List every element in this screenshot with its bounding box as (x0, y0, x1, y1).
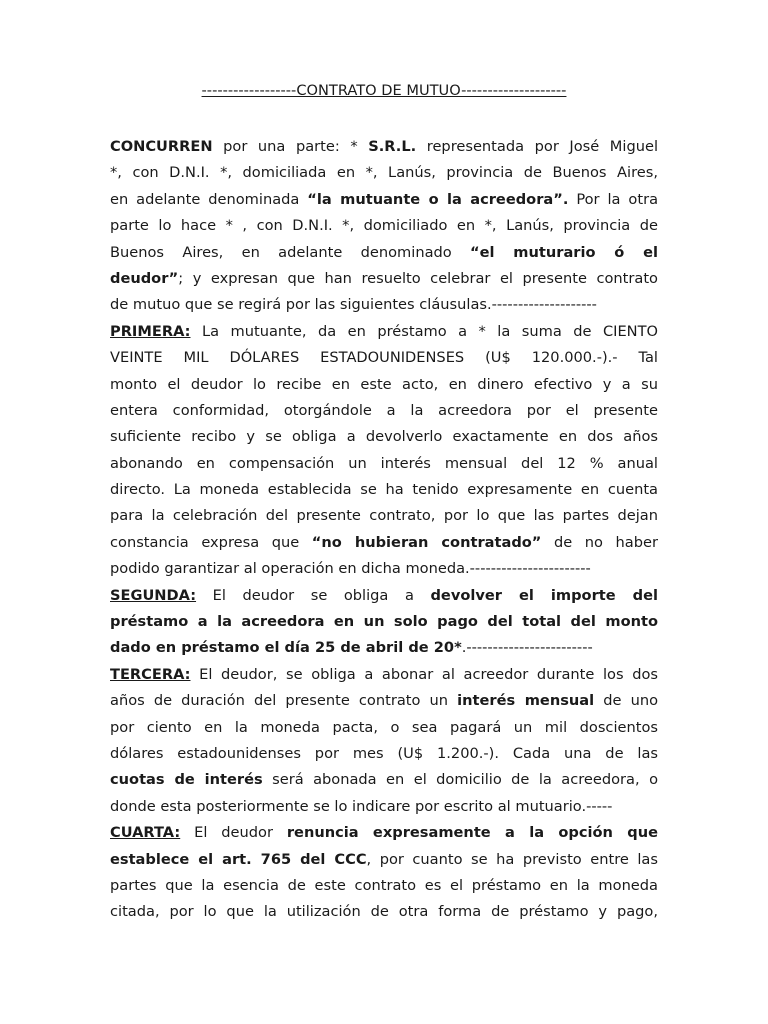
text-line (110, 319, 658, 345)
text-line (110, 240, 658, 266)
text-segment: directo. La moneda establecida se ha tenido expresamente en cuenta (110, 481, 658, 499)
text-segment: El deudor, se obliga a abonar al acreedor durante los dos (190, 665, 658, 683)
bold-text: “la mutuante o la acreedora”. (307, 190, 569, 208)
text-segment: La mutuante, da en préstamo a * la suma de CIENTO (190, 322, 658, 340)
text-line (110, 847, 658, 873)
text-segment: citada, por lo que la utilización de otra forma de préstamo y pago, (110, 903, 658, 921)
text-line (110, 372, 658, 398)
text-segment: *, con D.N.I. *, domiciliada en *, Lanús, provincia de Buenos Aires, (110, 164, 658, 182)
text-segment: representada por José Miguel (416, 138, 658, 155)
document-page (110, 78, 658, 926)
clause-heading: PRIMERA: (110, 322, 191, 340)
text-line (110, 292, 658, 318)
bold-text: interés mensual (457, 692, 595, 710)
bold-text: S.R.L. (368, 138, 417, 155)
text-line (110, 503, 658, 529)
text-line (110, 134, 658, 160)
clause-heading: CUARTA: (110, 824, 181, 842)
bold-text: “no hubieran contratado” (311, 533, 542, 551)
text-segment: partes que la esencia de este contrato es el préstamo en la moneda (110, 876, 658, 894)
text-segment: abonando en compensación un interés mensual del 12 % anual (110, 454, 658, 472)
text-segment: de uno (594, 692, 658, 710)
bold-text: CONCURREN (110, 138, 213, 155)
text-segment: VEINTE MIL DÓLARES ESTADOUNIDENSES (U$ 120.000.-).- Tal (110, 349, 658, 367)
text-segment: parte lo hace * , con D.N.I. *, domiciliado en *, Lanús, provincia de (110, 217, 658, 235)
text-segment: de no haber (541, 533, 658, 551)
text-line (110, 662, 658, 688)
text-line (110, 741, 658, 767)
bold-text: préstamo a la acreedora en un solo pago del total del monto (110, 613, 658, 631)
bold-text: deudor” (110, 269, 179, 287)
text-line (110, 767, 658, 793)
text-line (110, 398, 658, 424)
text-line (110, 899, 658, 925)
text-segment: años de duración del presente contrato un (110, 692, 458, 710)
bold-text: cuotas de interés (110, 771, 263, 789)
bold-text: renuncia expresamente a la opción que (286, 824, 658, 842)
text-line (110, 424, 658, 450)
text-line (110, 477, 658, 503)
text-line (110, 583, 658, 609)
text-line (110, 609, 658, 635)
text-segment: El deudor se obliga a (196, 586, 431, 604)
text-segment: monto el deudor lo recibe en este acto, en dinero efectivo y a su (110, 375, 658, 393)
text-segment: Por la otra (568, 190, 658, 208)
text-segment: El deudor (180, 824, 287, 842)
text-segment: , por cuanto se ha previsto entre las (366, 850, 658, 868)
text-segment: entera conformidad, otorgándole a la acreedora por el presente (110, 401, 658, 419)
clause-heading: SEGUNDA: (110, 586, 197, 604)
text-segment: para la celebración del presente contrato, por lo que las partes dejan (110, 507, 658, 525)
text-segment: constancia expresa que (110, 533, 312, 551)
text-line (110, 345, 658, 371)
bold-text: establece el art. 765 del CCC (110, 850, 367, 868)
text-segment: por una parte: * (212, 138, 369, 155)
text-segment: donde esta posteriormente se lo indicare por escrito al mutuario.----- (110, 797, 613, 815)
text-line (110, 556, 658, 582)
text-line (110, 530, 658, 556)
bold-text: devolver el importe del (430, 586, 658, 604)
text-line (110, 213, 658, 239)
text-line (110, 160, 658, 186)
text-segment: dólares estadounidenses por mes (U$ 1.200.-). Cada una de las (110, 744, 658, 762)
text-segment: en adelante denominada (110, 190, 308, 208)
text-segment: .------------------------ (461, 639, 593, 657)
text-segment: Buenos Aires, en adelante denominado (110, 243, 471, 261)
text-segment: podido garantizar al operación en dicha moneda.----------------------- (110, 560, 591, 578)
text-line (110, 451, 658, 477)
text-line (110, 187, 658, 213)
text-line (110, 635, 658, 661)
text-line (110, 794, 658, 820)
text-line (110, 266, 658, 292)
contract-body (110, 134, 658, 926)
bold-text: “el muturario ó el (470, 243, 658, 261)
text-segment: ; y expresan que han resuelto celebrar el presente contrato (178, 269, 658, 287)
text-segment: será abonada en el domicilio de la acreedora, o (262, 771, 658, 789)
text-line (110, 715, 658, 741)
text-segment: por ciento en la moneda pacta, o sea pagará un mil doscientos (110, 718, 658, 736)
clause-heading: TERCERA: (110, 665, 191, 683)
text-line (110, 873, 658, 899)
bold-text: dado en préstamo el día 25 de abril de 20* (110, 639, 462, 657)
text-line (110, 688, 658, 714)
text-segment: de mutuo que se regirá por las siguientes cláusulas.-------------------- (110, 296, 597, 314)
text-line (110, 820, 658, 846)
contract-title: ------------------CONTRATO DE MUTUO-------------------- (201, 82, 567, 99)
text-segment: suficiente recibo y se obliga a devolverlo exactamente en dos años (110, 428, 658, 446)
